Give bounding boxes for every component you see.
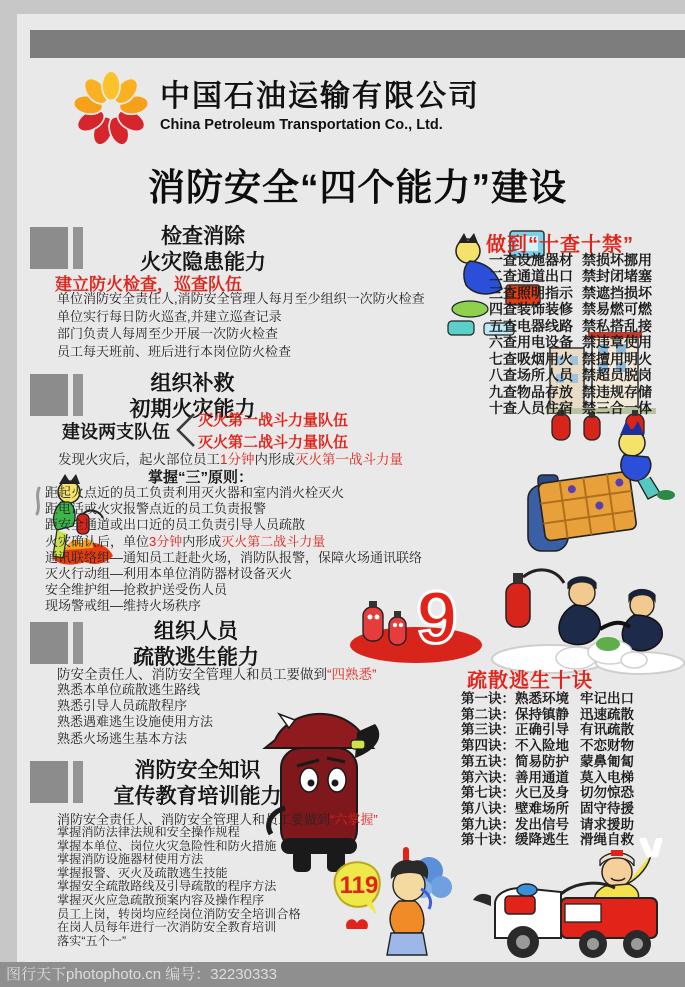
section4-intro-red: “六掌握”: [330, 812, 378, 827]
ban-text: 禁损坏挪用: [582, 252, 652, 268]
tip-no: 第二诀：: [461, 706, 515, 722]
check-text: 六查用电设备: [489, 334, 573, 351]
check-text: 三查照明指示: [489, 284, 573, 301]
section2-title-line2: 初期火灾能力: [129, 398, 256, 421]
section2-title-line1: 组织补救: [150, 372, 235, 395]
tip-no: 第九诀：: [461, 816, 515, 832]
watermark-bar: [0, 962, 685, 987]
tip-b: 牢记出口: [580, 691, 634, 706]
call-119-cartoon: [325, 845, 467, 963]
section3-title-line2: 疏散逃生能力: [133, 646, 259, 669]
section4-line: 掌握报警、灭火及疏散逃生技能: [57, 865, 228, 880]
tip-a: 不入险地: [515, 738, 569, 754]
company-name-cn: 中国石油运输有限公司: [160, 80, 480, 113]
watermark-text: 图行天下photophoto.cn 编号：32230333: [6, 966, 277, 983]
first-force-red: 灭火第一战斗力量: [295, 452, 404, 467]
second-force-red: 灭火第二战斗力量: [221, 533, 326, 549]
check-text: 四查装饰装修: [489, 301, 573, 318]
section4-line: 落实“五个一”: [57, 933, 127, 948]
tip-a: 火已及身: [515, 785, 569, 801]
ten-tips-list: [461, 691, 634, 848]
section3-marker: [30, 622, 83, 664]
ten-tips-title: 疏散逃生十诀: [467, 670, 593, 692]
section4-line: 掌握安全疏散路线及引导疏散的程序方法: [57, 879, 277, 894]
section4-line: 掌握消防设施器材使用方法: [57, 852, 204, 867]
section2-marker: [30, 374, 83, 416]
tip-a: 熟悉环境: [515, 691, 569, 706]
second-force-line: [45, 534, 422, 550]
tip-b: 不恋财物: [580, 738, 634, 754]
check-row: [489, 367, 652, 383]
first-force-pre: 发现火灾后，起火部位员工: [58, 452, 220, 467]
company-header: [160, 80, 480, 133]
group-line: 灭火行动组—利用本单位消防器材设备灭火: [45, 566, 293, 582]
ban-text: 禁三合一体: [582, 400, 652, 417]
tip-b: 有讯疏散: [580, 722, 634, 738]
ban-text: 禁封闭堵塞: [582, 268, 652, 285]
check-row: [489, 400, 652, 416]
second-force-minute: 3分钟: [149, 533, 183, 549]
check-row: [489, 384, 652, 400]
tip-row: [461, 738, 634, 754]
ten-checks-title: 做到“十查十禁”: [486, 234, 634, 256]
second-force-pre: 火灾确认后，单位: [45, 533, 150, 549]
tip-b: 迅速疏散: [580, 706, 634, 722]
tip-a: 正确引导: [515, 722, 569, 738]
tip-row: [461, 754, 634, 770]
section4-title-line1: 消防安全知识: [134, 759, 261, 782]
ban-text: 禁遮挡损坏: [582, 284, 652, 301]
group-line: 现场警戒组—维持火场秩序: [45, 598, 202, 614]
section1-line: 员工每天班前、班后进行本岗位防火检查: [57, 343, 292, 359]
tip-b: 莫入电梯: [580, 769, 634, 785]
section3-line: 熟悉火场逃生基本方法: [57, 730, 188, 746]
section3-intro-red: “四熟悉”: [327, 667, 377, 682]
check-row: [489, 351, 652, 367]
tip-no: 第七诀：: [461, 785, 515, 801]
tip-b: 蒙鼻匍匐: [580, 753, 634, 769]
tip-row: [461, 801, 634, 817]
section3-intro-pre: 防安全责任人、消防安全管理人和员工要做到: [57, 667, 327, 682]
section1-line: 部门负责人每周至少开展一次防火检查: [57, 326, 279, 341]
section1-line: 单位消防安全责任人,消防安全管理人每月至少组织一次防火检查: [57, 291, 425, 306]
tip-a: 保持镇静: [515, 706, 569, 722]
tip-no: 第八诀：: [461, 800, 515, 816]
tip-b: 请求援助: [580, 816, 634, 832]
tip-row: [461, 817, 634, 833]
section1-subtitle: 建立防火检查，巡查队伍: [55, 275, 242, 294]
tip-a: 壁难场所: [515, 800, 569, 816]
first-force-mid: 内形成: [254, 452, 296, 467]
tip-no: 第四诀：: [461, 738, 515, 754]
section3-line: 熟悉本单位疏散逃生路线: [57, 682, 201, 697]
section1-title-line2: 火灾隐患能力: [140, 251, 266, 274]
tip-b: 固守待援: [580, 800, 634, 816]
ban-text: 禁私搭乱接: [582, 317, 652, 334]
section4-title-line2: 宣传教育培训能力: [113, 785, 282, 808]
three-principle-title: 掌握“三”原则：: [148, 469, 254, 486]
section1-marker: [30, 227, 83, 269]
tip-no: 第十诀：: [461, 832, 515, 848]
section1-lines: [57, 290, 425, 360]
section4-marker: [30, 761, 83, 803]
check-text: 八查场所人员: [489, 367, 573, 384]
check-row: [489, 318, 652, 334]
tip-a: 缓降逃生: [515, 832, 569, 848]
check-text: 五查电器线路: [489, 317, 573, 334]
second-force-mid: 内形成: [182, 533, 222, 549]
ban-text: 禁违章使用: [582, 334, 652, 351]
tip-a: 发出信号: [515, 816, 569, 832]
principle-line: 距电话或火灾报警点近的员工负责报警: [45, 501, 267, 517]
tip-row: [461, 770, 634, 786]
tip-row: [461, 707, 634, 723]
section4-line: 掌握本单位、岗位火灾急险性和防火措施: [57, 838, 277, 853]
section3-line: 熟悉引导人员疏散程序: [57, 698, 188, 714]
first-force-minute: 1分钟: [220, 452, 255, 467]
section4-line: 掌握消防法律法规和安全操作规程: [57, 825, 240, 839]
tip-row: [461, 832, 634, 848]
section1-line: 单位实行每日防火巡查,并建立巡查记录: [57, 308, 282, 324]
section4-line: 掌握灭火应急疏散预案内容及操作程序: [57, 892, 265, 907]
section2-lines: [45, 485, 422, 615]
tip-row: [461, 785, 634, 801]
check-text: 十查人员住宿: [489, 400, 573, 417]
team2-label: 灭火第二战斗力量队伍: [198, 434, 349, 451]
section4-lines: [57, 826, 301, 948]
tip-b: 切勿惊恐: [580, 785, 634, 801]
first-force-line: [58, 448, 403, 468]
section4-line: 在岗人员每年进行一次消防安全教育培训: [57, 920, 277, 935]
section3-intro: [57, 663, 377, 683]
nine-glyph: 9: [416, 576, 458, 659]
fire-truck-cartoon: [465, 838, 681, 966]
ban-text: 禁违规存储: [582, 383, 652, 400]
tip-b: 滑绳自救: [580, 832, 634, 848]
company-name-en: China Petroleum Transportation Co., Ltd.: [160, 117, 443, 133]
ban-text: 禁擅用明火: [582, 350, 652, 367]
check-row: [489, 301, 652, 317]
principle-line: 距起火点近的员工负责利用灭火器和室内消火栓灭火: [45, 485, 345, 500]
check-text: 二查通道出口: [489, 268, 573, 285]
check-text: 九查物品存放: [489, 383, 573, 400]
check-row: [489, 334, 652, 350]
poster-main-title: 消防安全“四个能力”建设: [148, 167, 567, 208]
check-row: [489, 252, 652, 268]
section4-intro-pre: 消防安全责任人、消防安全管理人和员工要做到: [57, 812, 331, 827]
principle-line: 距安全通道或出口近的员工负责引导人员疏散: [45, 517, 306, 533]
petrochina-logo-icon: [68, 66, 154, 152]
ten-checks-list: [489, 252, 652, 417]
tip-row: [461, 722, 634, 738]
section4-line: 员工上岗，转岗均应经岗位消防安全培训合格: [57, 906, 301, 921]
tip-no: 第五诀：: [461, 753, 515, 769]
section1-title-line1: 检查消除: [161, 225, 245, 248]
group-line: 安全维护组—抢救护送受伤人员: [45, 582, 228, 598]
tip-row: [461, 691, 634, 707]
tip-a: 简易防护: [515, 753, 569, 769]
section1-title: [118, 224, 288, 276]
check-text: 七查吸烟用火: [489, 350, 573, 367]
section4-title: [100, 758, 295, 810]
tip-no: 第六诀：: [461, 769, 515, 785]
check-row: [489, 268, 652, 284]
group-line: 通讯联络组—通知员工赶赴火场，消防队报警，保障火场通讯联络: [45, 549, 423, 565]
two-teams-label: 建设两支队伍: [62, 422, 170, 442]
top-gray-bar: [30, 30, 685, 58]
tip-no: 第三诀：: [461, 722, 515, 738]
section3-line: 熟悉遇难逃生设施使用方法: [57, 714, 214, 730]
section3-title-line1: 组织人员: [154, 620, 238, 643]
tip-no: 第一诀：: [461, 691, 515, 706]
ban-text: 禁易燃可燃: [582, 301, 652, 318]
bracket-icon: [174, 410, 196, 450]
check-row: [489, 285, 652, 301]
tip-a: 善用通道: [515, 769, 569, 785]
ban-text: 禁超员脱岗: [582, 367, 652, 384]
bubble-119-text: 119: [339, 872, 379, 899]
check-text: 一查设施器材: [489, 252, 573, 268]
section3-lines: [57, 682, 213, 747]
team1-label: 灭火第一战斗力量队伍: [198, 412, 349, 429]
